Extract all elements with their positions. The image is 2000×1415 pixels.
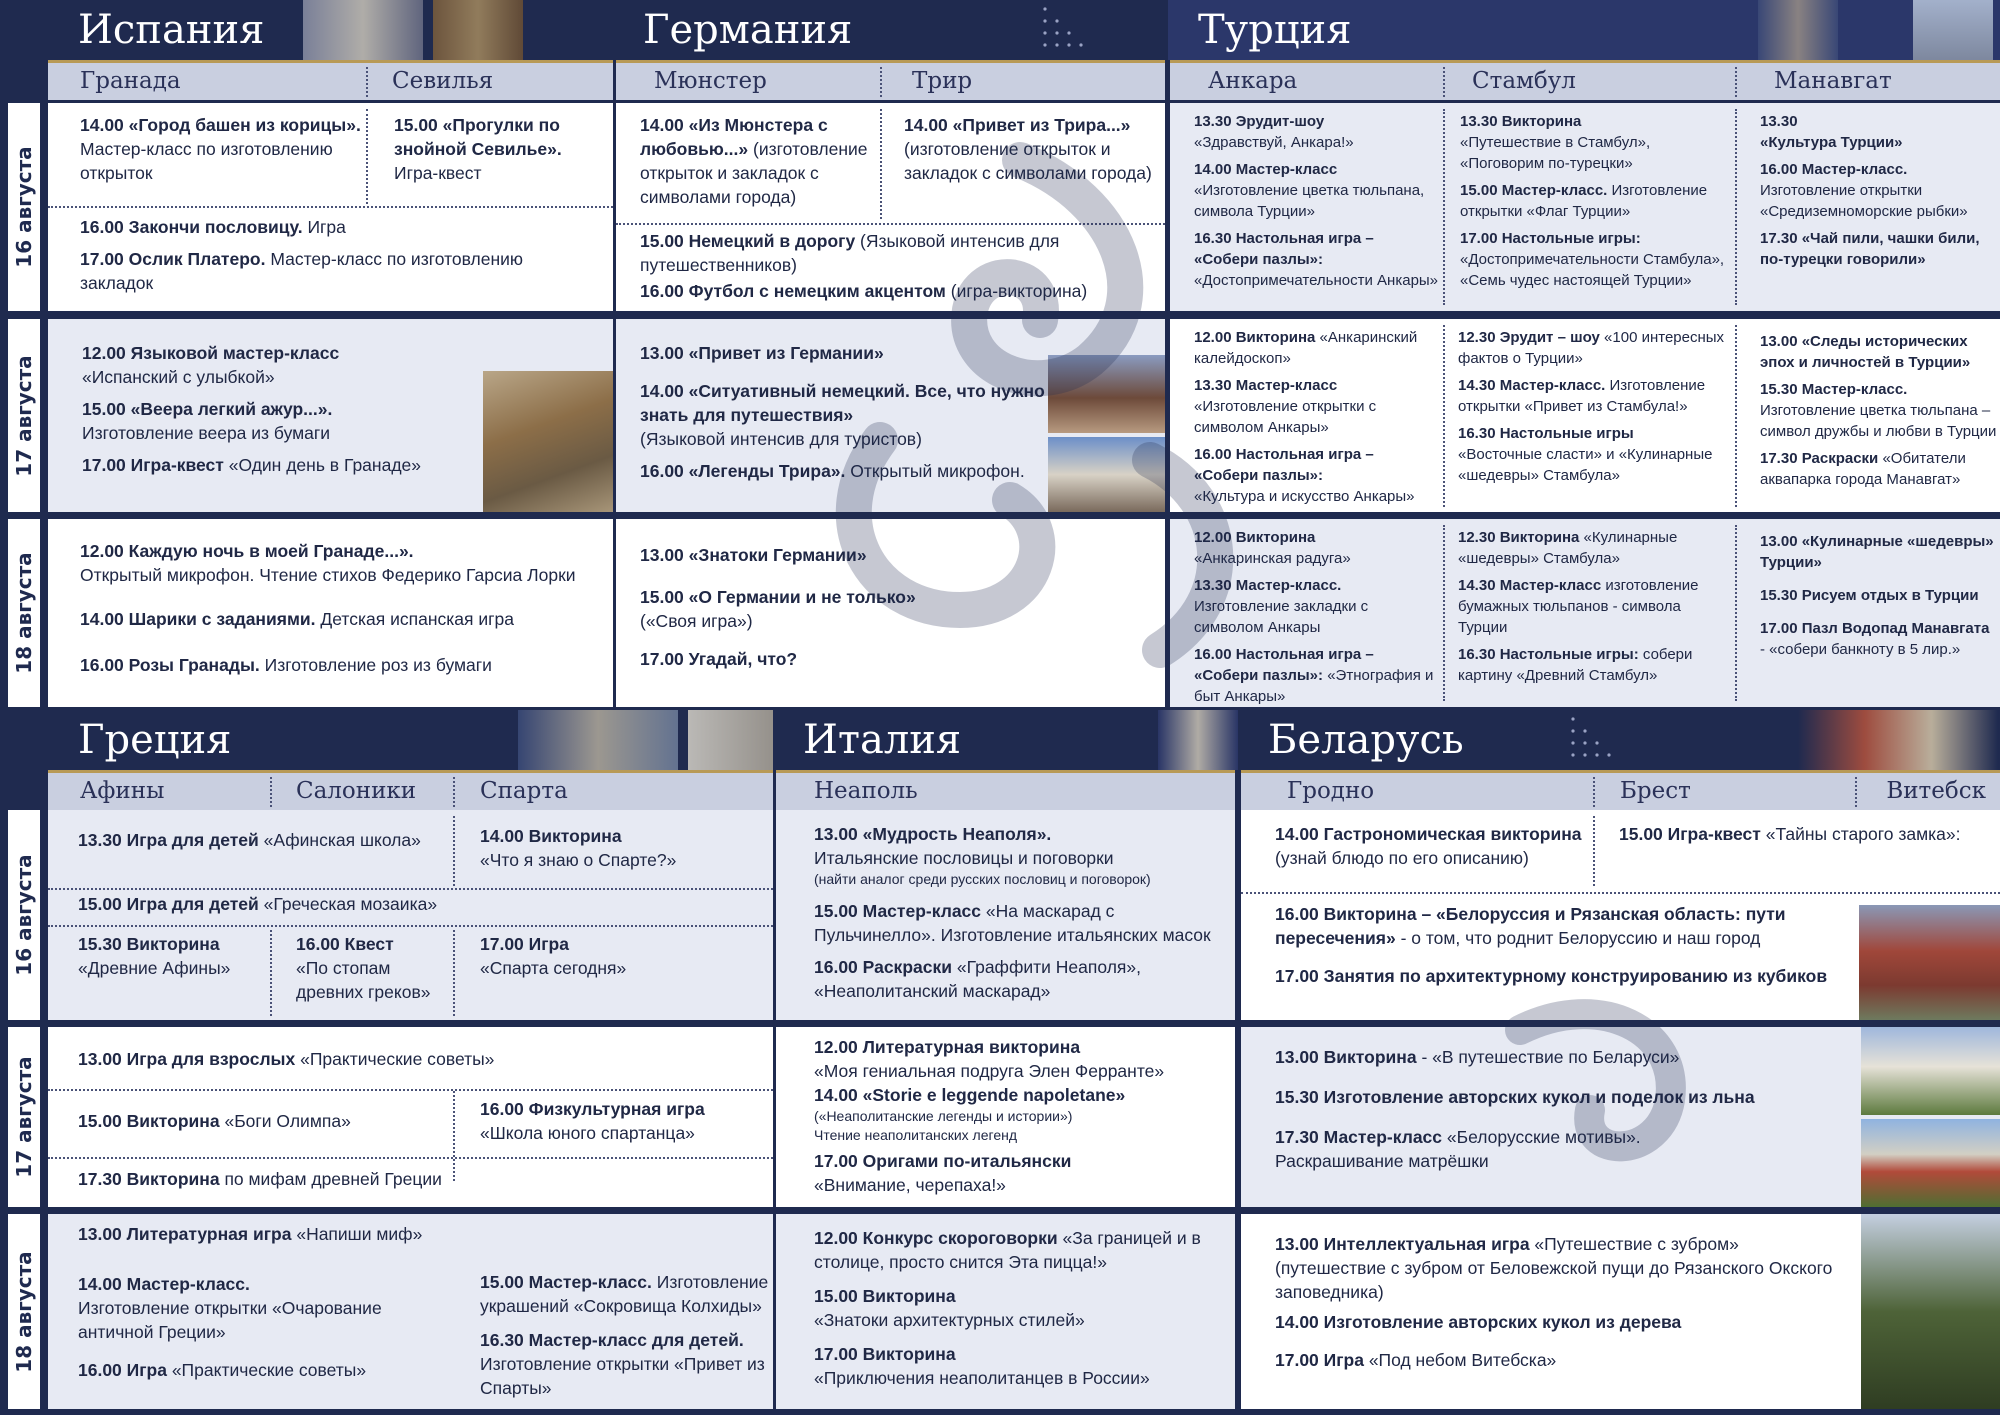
greece-16-e1: 13.30 Игра для детей «Афинская школа»	[78, 830, 421, 850]
germany-city-row	[616, 60, 1165, 100]
turkey-17-manavgat: 13.00 «Следы исторических эпох и личностей в Турции» 15.30 Мастер-класс. Изготовление цветка тюльпана – символ дружбы и любви в Турции 17.30 Раскраски «Обитатели аквапарка города Манавгат»	[1760, 333, 1997, 488]
italy-16-events: 13.00 «Мудрость Неаполя». Итальянские пословицы и поговорки (найти аналог среди русских пословиц и поговорок) 15.00 Мастер-класс «На маскарад с Пульчинелло». Изготовление итальянских масок 16.00 Раскраски «Граффити Неаполя», «Неаполитанский маскарад»	[814, 824, 1211, 1001]
italy-header-photo	[1158, 710, 1238, 770]
day-label-18-bottom: 18 августа	[8, 1214, 40, 1409]
italy-title	[773, 710, 1238, 770]
germany-16-trier: 14.00 «Привет из Трира...» (изготовление открыток и закладок с символами города)	[904, 115, 1152, 183]
day-label-18-top: 18 августа	[8, 519, 40, 707]
turkey-17-ankara: 12.00 Викторина «Анкаринский калейдоскоп» 13.30 Мастер-класс «Изготовление открытки с символом Анкары» 16.00 Настольная игра – «Собери пазлы»: «Культура и искусство Анкары»	[1194, 329, 1418, 505]
greece-title-text: Греция	[78, 717, 232, 763]
city-sparta: Спарта	[480, 778, 568, 804]
belarus-18-events: 13.00 Интеллектуальная игра «Путешествие с зубром» (путешествие с зубром от Беловежской пущи до Рязанского Окского заповедника) 14.00 Изготовление авторских кукол из дерева 17.00 Игра «Под небом Витебска»	[1275, 1234, 1833, 1370]
vitebsk-photo-top	[1861, 1027, 2000, 1115]
divider	[453, 777, 455, 807]
turkey-16-cell	[1170, 103, 2000, 311]
divider	[1735, 525, 1737, 701]
turkey-header-photo	[1758, 0, 1838, 60]
divider	[48, 925, 773, 927]
belarus-16-bottom: 16.00 Викторина – «Белоруссия и Рязанская область: пути пересечения» - о том, что роднит Белоруссию и наш город 17.00 Занятия по архитектурному конструированию из кубиков	[1275, 904, 1828, 986]
turkey-18-manavgat: 13.00 «Кулинарные «шедевры» Турции» 15.30 Рисуем отдых в Турции 17.00 Пазл Водопад Манавгата - «собери банкноту в 5 лир.»	[1760, 533, 1994, 658]
germany-photo-bottom	[1048, 437, 1165, 512]
divider	[453, 816, 455, 886]
germany-16-munster: 14.00 «Из Мюнстера с любовью...» (изготовление открыток и закладок с символами города)	[640, 115, 868, 207]
greece-16-thessaloniki-3: 16.00 Квест «По стопам древних греков»	[296, 934, 431, 1002]
italy-17-cell	[776, 1027, 1235, 1207]
germany-title-text: Германия	[643, 7, 853, 53]
brest-fortress-photo	[1859, 905, 2000, 1020]
spain-header-photo	[303, 0, 423, 60]
turkey-header-photo-2	[1913, 0, 1993, 60]
turkey-title	[1168, 0, 2000, 60]
city-grodno: Гродно	[1287, 778, 1375, 804]
italy-city-row	[776, 770, 1235, 810]
greece-17-e3: 17.30 Викторина по мифам древней Греции	[78, 1169, 442, 1189]
italy-18-cell	[776, 1214, 1235, 1409]
city-sevilla: Севилья	[392, 68, 494, 94]
greece-17-e1: 13.00 Игра для взрослых «Практические советы»	[78, 1049, 495, 1069]
germany-18-events: 13.00 «Знатоки Германии» 15.00 «О Германии и не только» («Своя игра») 17.00 Угадай, что?	[640, 545, 916, 669]
city-istanbul: Стамбул	[1472, 68, 1576, 94]
germany-17-events: 13.00 «Привет из Германии» 14.00 «Ситуативный немецкий. Все, что нужно знать для путешествия» (Языковой интенсив для туристов) 16.00 «Легенды Трира». Открытый микрофон.	[640, 343, 1045, 481]
turkey-18-ankara: 12.00 Викторина «Анкаринская радуга» 13.30 Мастер-класс. Изготовление закладки с символом Анкары 16.00 Настольная игра – «Собери пазлы»: «Этнография и быт Анкары»	[1194, 529, 1434, 705]
belarus-16-cell	[1241, 810, 2000, 1020]
spain-header-photo-2	[433, 0, 523, 60]
greece-header-photo-2	[688, 710, 773, 770]
spain-16-bottom: 16.00 Закончи пословицу. Игра 17.00 Ослик Платеро. Мастер-класс по изготовлению закладок	[80, 217, 524, 293]
belarus-16-brest: 15.00 Игра-квест «Тайны старого замка»:	[1619, 824, 1961, 844]
greece-title	[48, 710, 773, 770]
divider	[366, 109, 368, 204]
greece-17-e2: 15.00 Викторина «Боги Олимпа»	[78, 1111, 351, 1131]
granada-photo	[483, 371, 613, 512]
city-trier: Трир	[912, 68, 973, 94]
divider	[1593, 816, 1595, 886]
divider	[270, 930, 272, 1016]
greece-16-athens-3: 15.30 Викторина «Древние Афины»	[78, 934, 231, 978]
turkey-city-row	[1170, 60, 2000, 100]
city-granada: Гранада	[80, 68, 181, 94]
divider	[453, 930, 455, 1016]
spain-city-row	[48, 60, 613, 100]
greece-17-sparta-2: 16.00 Физкультурная игра «Школа юного спартанца»	[480, 1099, 705, 1143]
divider	[1443, 109, 1445, 305]
belarus-17-cell	[1241, 1027, 2000, 1207]
divider	[48, 1089, 773, 1091]
italy-18-events: 12.00 Конкурс скороговорки «За границей и в столице, просто снится Эта пицца!» 15.00 Викторина «Знатоки архитектурных стилей» 17.00 Викторина «Приключения неаполитанцев в России»	[814, 1228, 1201, 1388]
day-label-16-bottom: 16 августа	[8, 810, 40, 1020]
italy-title-text: Италия	[803, 717, 962, 763]
turkey-17-cell	[1170, 319, 2000, 512]
divider	[270, 777, 272, 807]
turkey-18-cell	[1170, 519, 2000, 707]
greece-16-cell	[48, 810, 773, 1020]
city-munster: Мюнстер	[654, 68, 767, 94]
city-thessaloniki: Салоники	[296, 778, 417, 804]
greece-18-cell	[48, 1214, 773, 1409]
spain-16-granada: 14.00 «Город башен из корицы». Мастер-класс по изготовлению открыток	[80, 115, 361, 183]
spain-16-cell	[48, 103, 613, 311]
turkey-title-text: Турция	[1198, 7, 1352, 53]
divider	[1735, 67, 1737, 97]
greece-city-row	[48, 770, 773, 810]
belarus-header-photo	[1798, 710, 1998, 770]
belarus-city-row	[1241, 770, 2000, 810]
belarus-16-grodno: 14.00 Гастрономическая викторина (узнай блюдо по его описанию)	[1275, 824, 1582, 868]
germany-photo-top	[1048, 355, 1165, 433]
divider	[48, 206, 613, 208]
germany-18-cell	[616, 519, 1165, 707]
divider	[1443, 325, 1445, 507]
divider	[616, 223, 1165, 225]
italy-17-events: 12.00 Литературная викторина «Моя гениальная подруга Элен Ферранте» 14.00 «Storie e leggende napoletane» («Неаполитанские легенды и истории») Чтение неаполитанских легенд 17.00 Оригами по-итальянски «Внимание, черепаха!»	[814, 1037, 1165, 1195]
divider	[1241, 892, 2000, 894]
greece-header-photo	[518, 710, 678, 770]
day-label-17-bottom: 17 августа	[8, 1027, 40, 1207]
spain-16-sevilla: 15.00 «Прогулки по знойной Севилье». Игра-квест	[394, 115, 562, 183]
divider	[1443, 525, 1445, 701]
spain-17-cell	[48, 319, 613, 512]
turkey-17-istanbul: 12.30 Эрудит – шоу «100 интересных фактов о Турции» 14.30 Мастер-класс. Изготовление открытки «Привет из Стамбула!» 16.30 Настольные игры «Восточные сласти» и «Кулинарные «шедевры» Стамбула»	[1458, 329, 1725, 484]
dots-decoration-2	[1568, 714, 1628, 766]
day-label-17-top: 17 августа	[8, 319, 40, 512]
divider	[880, 109, 882, 219]
city-naples: Неаполь	[814, 778, 918, 804]
divider	[48, 888, 773, 890]
spain-title-text: Испания	[78, 7, 265, 53]
italy-16-cell	[776, 810, 1235, 1020]
belarus-17-events: 13.00 Викторина - «В путешествие по Беларуси» 15.30 Изготовление авторских кукол и поделок из льна 17.30 Мастер-класс «Белорусские мотивы». Раскрашивание матрёшки	[1275, 1047, 1755, 1171]
city-manavgat: Манавгат	[1774, 68, 1892, 94]
vitebsk-photo-bottom	[1861, 1119, 2000, 1207]
germany-16-bottom: 15.00 Немецкий в дорогу (Языковой интенсив для путешественников) 16.00 Футбол с немецким акцентом (игра-викторина)	[640, 231, 1088, 301]
turkey-16-ankara: 13.30 Эрудит-шоу «Здравствуй, Анкара!» 14.00 Мастер-класс «Изготовление цветка тюльпана, символа Турции» 16.30 Настольная игра – «Собери пазлы»: «Достопримечательности Анкары»	[1194, 113, 1439, 289]
spain-18-events: 12.00 Каждую ночь в моей Гранаде...». Открытый микрофон. Чтение стихов Федерико Гарсиа Лорки 14.00 Шарики с заданиями. Детская испанская игра 16.00 Розы Гранады. Изготовление роз из бумаги	[80, 541, 576, 675]
city-vitebsk: Витебск	[1886, 778, 1986, 804]
greece-17-cell	[48, 1027, 773, 1207]
germany-16-cell	[616, 103, 1165, 311]
greece-18-e1: 13.00 Литературная игра «Напиши миф»	[78, 1224, 423, 1244]
greece-16-sparta-1: 14.00 Викторина «Что я знаю о Спарте?»	[480, 826, 677, 870]
belarus-title-text: Беларусь	[1268, 717, 1464, 763]
divider	[1735, 109, 1737, 305]
day-label-16-top: 16 августа	[8, 103, 40, 311]
greece-16-sparta-3: 17.00 Игра «Спарта сегодня»	[480, 934, 627, 978]
divider	[48, 1157, 773, 1159]
divider	[1855, 777, 1857, 807]
divider	[880, 67, 882, 97]
divider	[1735, 325, 1737, 507]
dots-decoration	[1040, 4, 1100, 56]
vitebsk-park-photo	[1861, 1214, 2000, 1409]
greece-16-e2: 15.00 Игра для детей «Греческая мозаика»	[78, 894, 438, 914]
greece-18-left: 14.00 Мастер-класс. Изготовление открытки «Очарование античной Греции» 16.00 Игра «Практические советы»	[78, 1274, 382, 1380]
spain-18-cell	[48, 519, 613, 707]
belarus-18-cell	[1241, 1214, 2000, 1409]
germany-17-cell	[616, 319, 1165, 512]
turkey-16-manavgat: 13.30 «Культура Турции» 16.00 Мастер-класс. Изготовление открытки «Средиземноморские рыбки» 17.30 «Чай пили, чашки били, по-турецки говорили»	[1760, 113, 1980, 268]
spain-17-events: 12.00 Языковой мастер-класс «Испанский с улыбкой» 15.00 «Веера легкий ажур...». Изготовление веера из бумаги 17.00 Игра-квест «Один день в Гранаде»	[82, 343, 421, 475]
turkey-16-istanbul: 13.30 Викторина «Путешествие в Стамбул», «Поговорим по-турецки» 15.00 Мастер-класс. Изготовление открытки «Флаг Турции» 17.00 Настольные игры: «Достопримечательности Стамбула», «Семь чудес настоящей Турции»	[1460, 113, 1725, 289]
greece-18-sparta: 15.00 Мастер-класс. Изготовление украшений «Сокровища Колхиды» 16.30 Мастер-класс для детей. Изготовление открытки «Привет из Спарты»	[480, 1272, 769, 1398]
divider	[366, 67, 368, 97]
city-athens: Афины	[80, 778, 165, 804]
spain-title	[48, 0, 613, 60]
turkey-18-istanbul: 12.30 Викторина «Кулинарные «шедевры» Стамбула» 14.30 Мастер-класс изготовление бумажных тюльпанов - символа Турции 16.30 Настольные игры: собери картину «Древний Стамбул»	[1458, 529, 1699, 684]
divider	[1443, 67, 1445, 97]
divider	[1593, 777, 1595, 807]
city-ankara: Анкара	[1208, 68, 1298, 94]
city-brest: Брест	[1620, 778, 1691, 804]
